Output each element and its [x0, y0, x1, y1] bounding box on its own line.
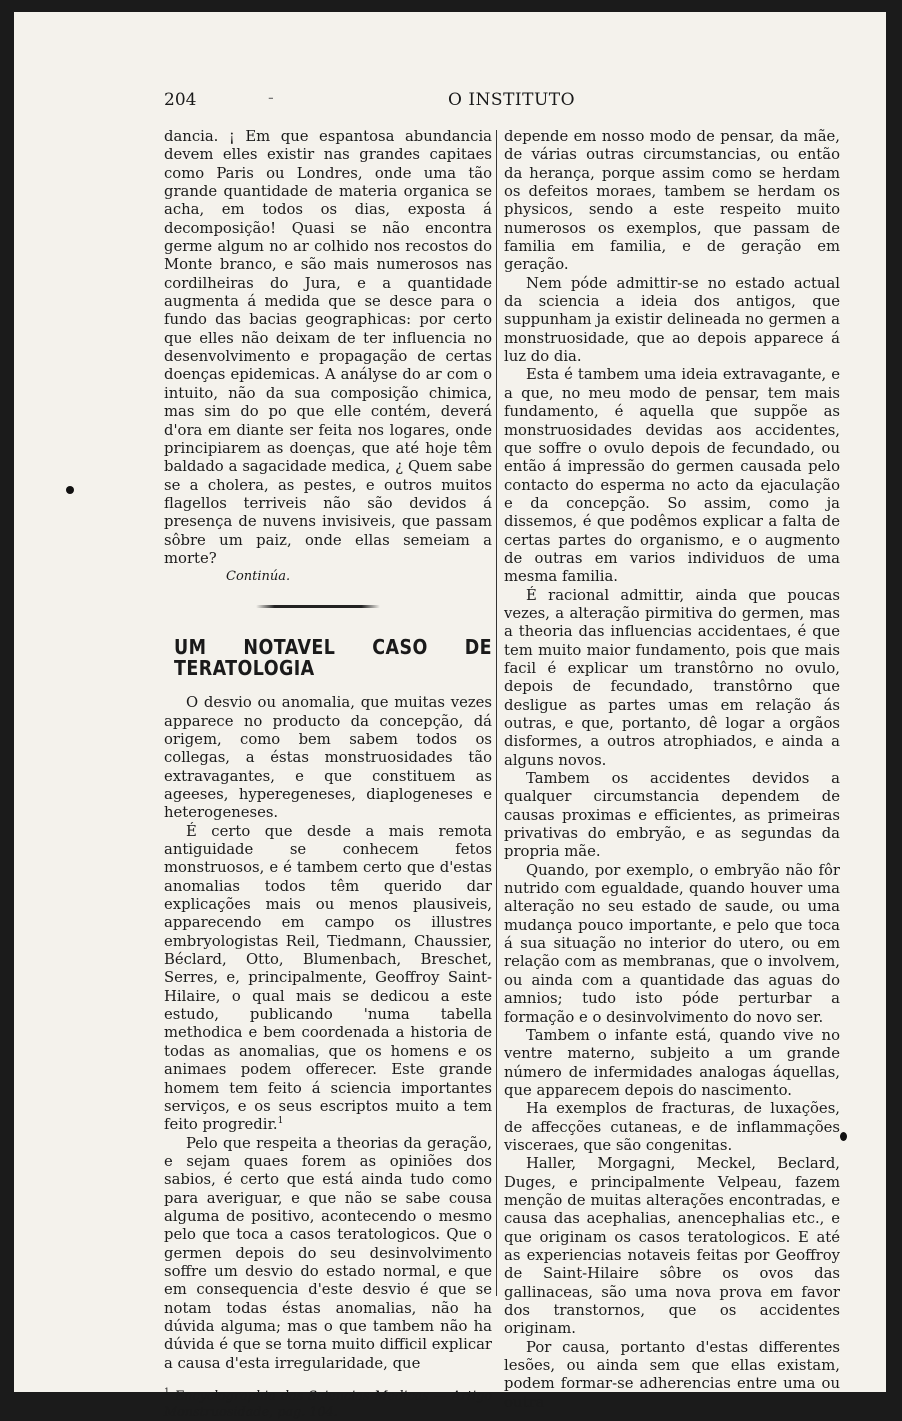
- body-paragraph: Tambem os accidentes devidos a qualquer circumstancia dependem de causas proximas e efficientes, as primeiras privativas do embryão, e as segundas da propria mãe.: [504, 770, 840, 861]
- body-paragraph: Esta é tambem uma ideia extravagante, e a que, no meu modo de pensar, tem mais fundamento, é aquella que suppõe as monstruosidades devidas aos accidentes, que soffre o ovulo depois de fecundado, ou então á impressão do germen causada pelo contacto do esperma no acto da ejaculação e da concepção. So assim, como ja dissemos, é que podêmos explicar a falta de certas partes do organismo, e o augmento de outras em varios individuos de uma mesma familia.: [504, 366, 840, 586]
- article-title: UM NOTAVEL CASO DE TERATOLOGIA: [174, 636, 492, 681]
- continued-paragraph: depende em nosso modo de pensar, da mãe, de várias outras circumstancias, ou então da herança, porque assim como se herdam os defeitos moraes, tambem se herdam os physicos, sendo a este respeito muito numerosos os exemplos, que passam de familia em familia, e de geração em geração.: [504, 128, 840, 274]
- running-header: [164, 90, 850, 114]
- body-paragraph: Por causa, portanto d'estas differentes lesões, ou ainda sem que ellas existam, podem formar-se adherencias entre uma ou outra: [504, 1338, 840, 1411]
- continua-note: Continúa.: [226, 569, 291, 585]
- body-paragraph: Haller, Morgagni, Meckel, Beclard, Duges, e principalmente Velpeau, fazem menção de muitas alterações encontradas, e causa das acephalias, anencephalias etc., e que originam os casos teratologicos. E até as experiencias notaveis feitas por Geoffroy de Saint-Hilaire sôbre os ovos das gallinaceas, são uma nova prova em favor dos transtornos, que os accidentes originam.: [504, 1155, 840, 1338]
- section-divider: [256, 605, 380, 608]
- footnote-reference: 1: [277, 1116, 284, 1127]
- ink-dot-right: [840, 1132, 847, 1141]
- footnote-text: Encyclographia das Sciencias Medicas — Artigo Monstruosidade, pag. 104.: [164, 1389, 492, 1420]
- body-paragraph: Nem póde admittir-se no estado actual da sciencia a ideia dos antigos, que suppunham ja existir delineada no germen a monstruosidade, que ao depois apparece á luz do dia.: [504, 274, 840, 366]
- article-paragraph: O desvio ou anomalia, que muitas vezes apparece no producto da concepção, dá origem, como bem sabem todos os collegas, a éstas monstruosidades tão extravagantes, e que constituem as ageeses, hyperegeneses, diaplogeneses e heterogeneses.: [164, 694, 492, 822]
- footnote: [164, 1389, 492, 1421]
- article-paragraph: É certo que desde a mais remota antiguidade se conhecem fetos monstruosos, e é tambem certo que d'estas anomalias todos têm querido dar explicações mais ou menos plausiveis, apparecendo em campo os illustres embryologistas Reil, Tiedmann, Chaussier, Béclard, Otto, Blumenbach, Breschet, Serres, e, principalmente, Geoffroy Saint-Hilaire, o qual mais se dedicou a este estudo, publicando 'numa tabella methodica e bem coordenada a historia de todas as anomalias, que os homens e os animaes podem offerecer. Este grande homem tem feito á sciencia importantes serviços, e os seus escriptos muito a tem feito progredir.$^1$: [164, 822, 492, 1134]
- body-paragraph: É racional admittir, ainda que poucas vezes, a alteração pirmitiva do germen, mas a theoria das influencias accidentaes, é que tem muito maior fundamento, pois que mais facil é explicar um transtôrno no ovulo, depois de fecundado, transtôrno que desligue as partes umas em relação ás outras, e que, portanto, dê logar a orgãos disformes, a outros atrophiados, e ainda a alguns novos.: [504, 586, 840, 769]
- body-paragraph: Tambem o infante está, quando vive no ventre materno, subjeito a um grande número de infermidades analogas áquellas, que apparecem depois do nascimento.: [504, 1026, 840, 1099]
- journal-page: [14, 12, 886, 1420]
- ink-dot-left: [66, 486, 74, 494]
- footnote-marker: 1: [164, 1387, 170, 1398]
- continued-paragraph: dancia. ¡ Em que espantosa abundancia devem elles existir nas grandes capitaes como Paris ou Londres, onde uma tão grande quantidade de materia organica se acha, em todos os dias, exposta á decomposição! Quasi se não encontra germe algum no ar colhido nos recostos do Monte branco, e são mais numerosos nas cordilheiras do Jura, e a quantidade augmenta á medida que se desce para o fundo das bacias geographicas: por certo que elles não deixam de ter influencia no desenvolvimento e propagação de certas doenças epidemicas. A anályse do ar com o intuito, não da sua composição chimica, mas sim do po que elle contém, deverá d'ora em diante ser feita nos logares, onde principiarem as doenças, que até hoje têm baldado a sagacidade medica, ¿ Quem sabe se a cholera, as pestes, e outros muitos flagellos terriveis não são devidos á presença de nuvens invisiveis, que passam sôbre um paiz, onde ellas semeiam a morte?: [164, 128, 492, 567]
- body-paragraph: Ha exemplos de fracturas, de luxações, de affecções cutaneas, e de inflammações visceraes, que são congenitas.: [504, 1100, 840, 1154]
- right-column: [504, 128, 840, 1412]
- article-paragraph: Pelo que respeita a theorias da geração, e sejam quaes forem as opiniões dos sabios, é certo que está ainda tudo como para averiguar, e que não se sabe cousa alguma de positivo, acontecendo o mesmo pelo que toca a casos teratologicos. Que o germen depois do seu desinvolvimento soffre um desvio do estado normal, e que em consequencia d'este desvio é que se notam todas éstas anomalias, não ha dúvida alguma; mas o que tambem não ha dúvida é que se torna muito difficil explicar a causa d'esta irregularidade, que: [164, 1134, 492, 1372]
- column-rule: [496, 130, 497, 1296]
- body-paragraph: Quando, por exemplo, o embryão não fôr nutrido com egualdade, quando houver uma alteração no seu estado de saude, ou uma mudança pouco importante, e pelo que toca á sua situação no interior do utero, ou em relação com as membranas, que o involvem, ou ainda com a quantidade das aguas do amnios; tudo isto póde perturbar a formação e o desinvolvimento do novo ser.: [504, 861, 840, 1026]
- header-dash: -: [268, 88, 274, 108]
- journal-title: O INSTITUTO: [448, 90, 576, 110]
- page-number: 204: [164, 90, 197, 110]
- left-column: [164, 128, 492, 1421]
